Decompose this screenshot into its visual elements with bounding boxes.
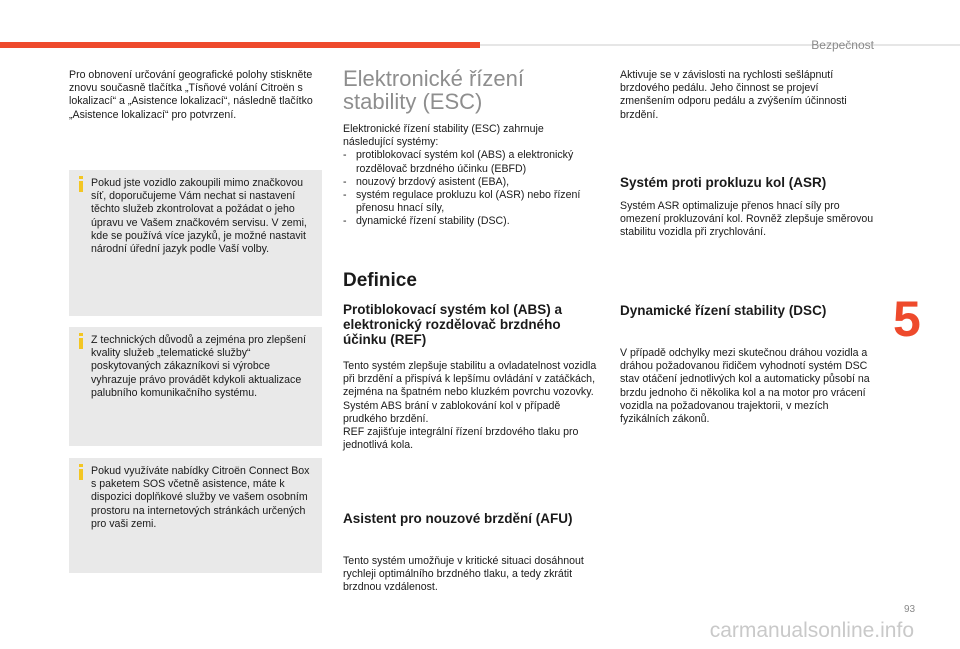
info-note-2: [69, 327, 322, 446]
esc-title: Elektronické řízení stability (ESC): [343, 66, 524, 114]
info-icon: [79, 464, 83, 480]
info-note-1: [69, 170, 322, 316]
asr-paragraph: Systém ASR optimalizuje přenos hnací síly pro omezení prokluzování kol. Rovněž zlepšuje směrovou stabilitu vozidla při zrychlování.: [620, 200, 874, 239]
abs-paragraph: Tento systém zlepšuje stabilitu a ovladatelnost vozidla při brzdění a přispívá k lepšímu ovládání v zatáčkách, zejména na špatném nebo kluzkém povrchu vozovky.: [343, 360, 597, 399]
info-note-text: Pokud jste vozidlo zakoupili mimo značkovou síť, doporučujeme Vám nechat si nastavení těchto služeb zkontrolovat a požádat o jeho úpravu ve Vašem značkovém servisu. V zemi, kde se používá více jazyků, je možné nastavit národní úřední jazyk podle Vaší volby.: [91, 177, 307, 256]
esc-systems-list: [343, 149, 595, 228]
page-number: 93: [904, 604, 916, 615]
info-icon: [79, 333, 83, 349]
definitions-heading: Definice: [343, 270, 417, 291]
afu-paragraph: Tento systém umožňuje v kritické situaci dosáhnout rychleji optimálního brzdného tlaku, a tedy zkrátit brzdnou vzdálenost.: [343, 555, 584, 594]
info-note-3: [69, 458, 322, 573]
dsc-heading: Dynamické řízení stability (DSC): [620, 303, 827, 318]
section-title: Bezpečnost: [811, 38, 874, 52]
watermark: carmanualsonline.info: [709, 619, 914, 642]
abs-paragraph: REF zajišťuje integrální řízení brzdového tlaku pro jednotlivá kola.: [343, 426, 579, 452]
list-item: - protiblokovací systém kol (ABS) a elektronický rozdělovač brzdného účinku (EBFD): [343, 149, 595, 175]
dsc-paragraph: V případě odchylky mezi skutečnou dráhou vozidla a dráhou požadovanou řidičem vyhodnotí systém DSC stav otáčení jednotlivých kol a automaticky působí na brzdu jednoho či několika kol a na motor pro vrácení vozidla na požadovanou trajektorii, v mezích fyzikálních zákonů.: [620, 347, 870, 426]
chapter-number: 5: [893, 291, 921, 347]
list-item: - nouzový brzdový asistent (EBA),: [343, 176, 595, 189]
info-icon: [79, 176, 83, 192]
abs-heading: Protiblokovací systém kol (ABS) a elektronický rozdělovač brzdného účinku (REF): [343, 302, 563, 347]
list-item: - systém regulace prokluzu kol (ASR) nebo řízení přenosu hnací síly,: [343, 189, 595, 215]
asr-heading: Systém proti prokluzu kol (ASR): [620, 175, 827, 190]
intro-paragraph: Pro obnovení určování geografické polohy stiskněte znovu současně tlačítka „Tísňové volání Citroën s lokalizací“ a „Asistence lokalizací“, následně tlačítko „Asistence lokalizací“ pro potvrzení.: [69, 69, 313, 121]
afu-continued-paragraph: Aktivuje se v závislosti na rychlosti sešlápnutí brzdového pedálu. Jeho činnost se projeví zmenšením odporu pedálu a zvýšením účinnosti brzdění.: [620, 69, 847, 121]
info-note-text: Z technických důvodů a zejména pro zlepšení kvality služeb „telematické služby“ poskytovaných zákazníkovi si výrobce vyhrazuje právo provádět kdykoli aktualizace palubního komunikačního systému.: [91, 334, 306, 399]
esc-intro: Elektronické řízení stability (ESC) zahrnuje následující systémy:: [343, 123, 544, 149]
abs-paragraph: Systém ABS brání v zablokování kol v případě prudkého brzdění.: [343, 399, 561, 425]
list-item: - dynamické řízení stability (DSC).: [343, 215, 595, 228]
top-accent-bar: [0, 42, 480, 48]
top-divider-line: [480, 44, 960, 46]
afu-heading: Asistent pro nouzové brzdění (AFU): [343, 511, 573, 526]
info-note-text: Pokud využíváte nabídky Citroën Connect Box s paketem SOS včetně asistence, máte k dispozici doplňkové služby ve vašem osobním prostoru na internetových stránkách určených pro vaši zemi.: [91, 465, 310, 530]
